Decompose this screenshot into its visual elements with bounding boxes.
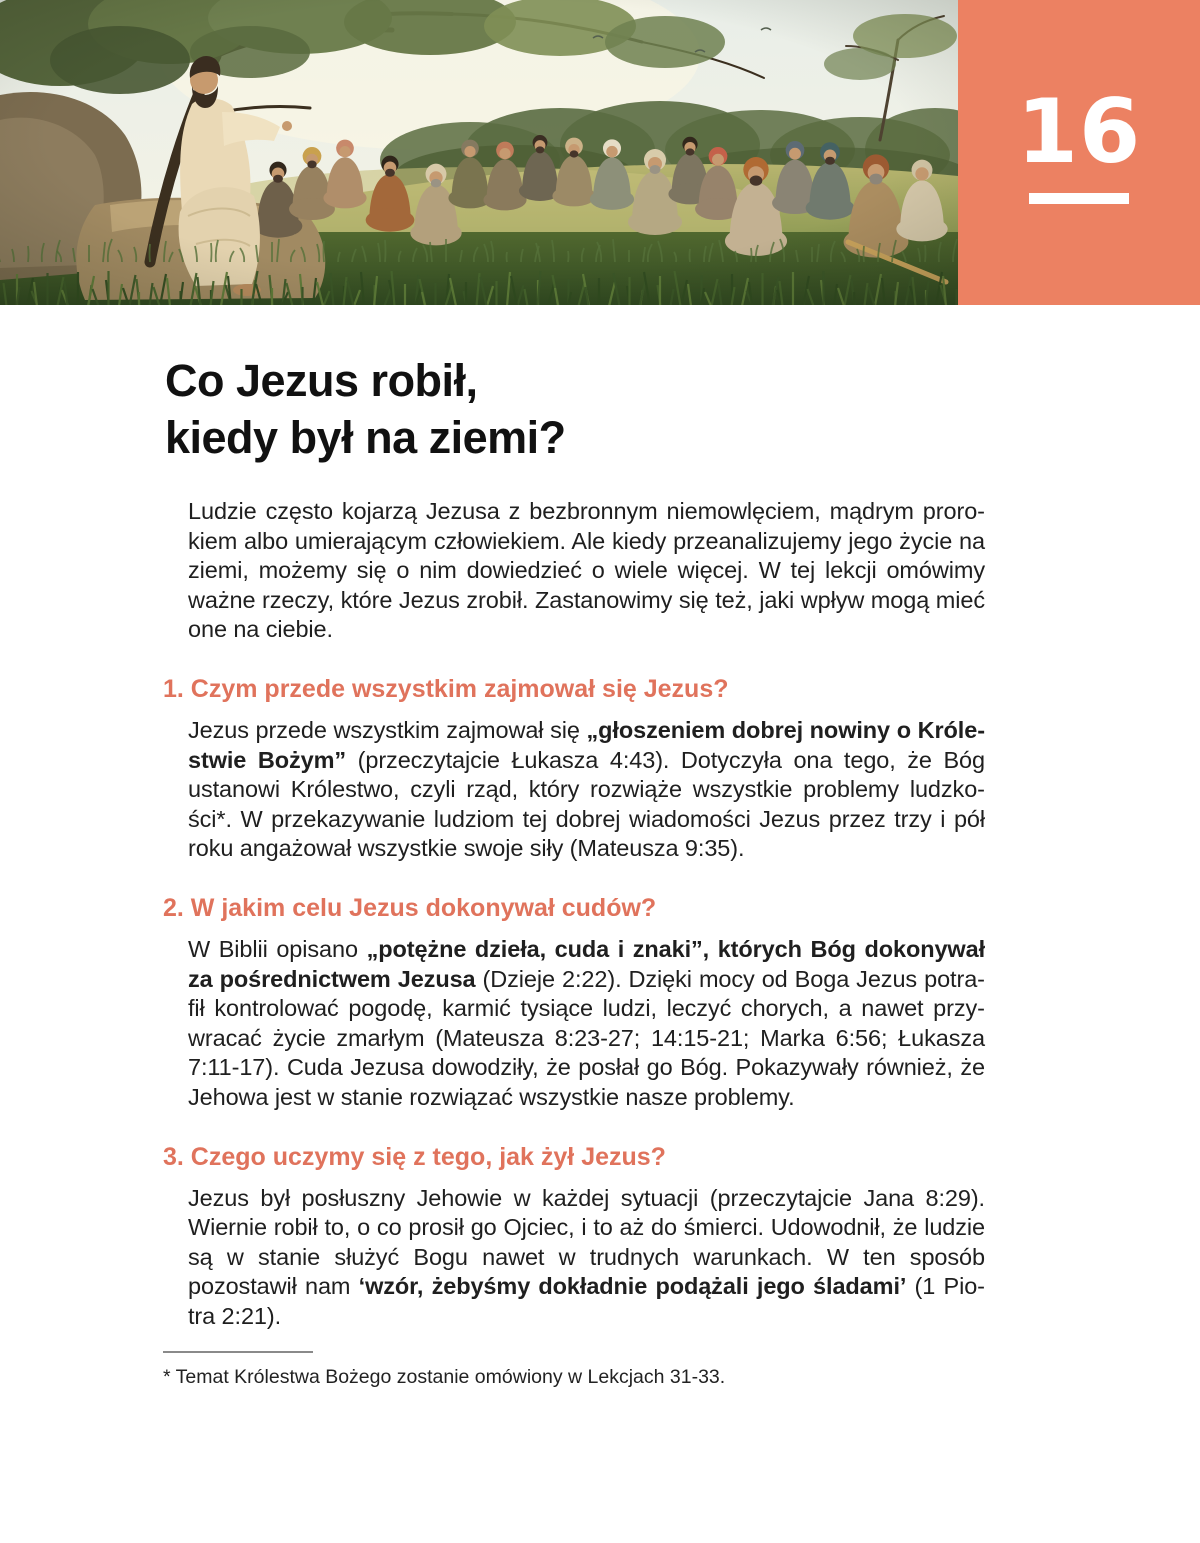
article	[0, 305, 1200, 1389]
sections	[0, 674, 1200, 1332]
bold-quote: „potężne dzieła, cuda i znaki”, których Bóg dokonywał za pośrednictwem Jezusa	[188, 935, 986, 992]
section-heading-1: 1. Czym przede wszystkim zajmował się Jezus?	[163, 674, 729, 703]
section-heading-3: 3. Czego uczymy się z tego, jak żył Jezus?	[163, 1142, 666, 1171]
lesson-photo-illustration	[0, 0, 958, 305]
text-run: (1 Piotra 2:21).	[188, 1273, 985, 1329]
lesson-number-block	[958, 0, 1200, 305]
section-heading-2: 2. W jakim celu Jezus dokonywał cudów?	[163, 893, 657, 922]
text-run: Jezus był posłuszny Jehowie w każdej sytuacji (przeczytajcie Jana 8:29). Wiernie robił to, o co prosił go Ojciec, i to aż do śmierci. Udowodnił, że ludzie są w stanie służyć Bogu nawet w trudnych warunkach. W ten sposób pozostawił nam	[188, 1184, 985, 1300]
page-title-line-1: Co Jezus robił,	[165, 355, 478, 406]
bold-quote: ‘wzór, żebyśmy dokładnie podążali jego śladami’	[358, 1273, 907, 1300]
page-title	[165, 352, 1200, 466]
section-paragraph-2	[188, 935, 985, 1113]
text-run: W Biblii opisano	[188, 935, 367, 962]
lesson-number: 16	[1016, 80, 1142, 183]
footnote-rule	[163, 1351, 313, 1353]
photo-vignette	[0, 0, 958, 305]
footnote-text: * Temat Królestwa Bożego zostanie omówiony w Lekcjach 31-33.	[163, 1366, 726, 1389]
page-banner	[0, 0, 1200, 305]
text-run: (Dzieje 2:22). Dzięki mocy od Boga Jezus potrafił kontrolować pogodę, karmić tysiące ludzi, leczyć chorych, a nawet przywracać życie zmarłym (Mateusza 8:23-27; 14:15-21; Marka 6:56; Łukasza 7:11-17). Cuda Jezusa dowodziły, że posłał go Bóg. Pokazywały również, że Jehowa jest w stanie rozwiązać wszystkie nasze problemy.	[188, 965, 985, 1110]
section-paragraph-3	[188, 1184, 985, 1332]
text-run: Ludzie często kojarzą Jezusa z bezbronnym niemowlęciem, mądrym prorokiem albo umierającym człowiekiem. Ale kiedy przeanalizujemy jego życie na ziemi, możemy się o nim dowiedzieć o wiele więcej. W tej lekcji omówimy ważne rzeczy, które Jezus zrobił. Zastanowimy się też, jaki wpływ mogą mieć one na ciebie.	[188, 498, 985, 643]
bold-quote: „głoszeniem dobrej nowiny o Królestwie Bożym”	[188, 716, 986, 773]
text-run: Jezus przede wszystkim zajmował się	[188, 716, 587, 743]
lesson-number-rule	[1029, 193, 1129, 204]
page-title-line-2: kiedy był na ziemi?	[165, 412, 566, 463]
text-run: (przeczytajcie Łukasza 4:43). Dotyczyła ona tego, że Bóg ustanowi Królestwo, czyli rząd, który rozwiąże wszystkie problemy ludzkości*. W przekazywanie ludziom tej dobrej wiadomości Jezus przez trzy i pół roku angażował wszystkie swoje siły (Mateusza 9:35).	[188, 746, 985, 862]
footnote-area	[163, 1351, 1200, 1389]
intro-paragraph	[188, 497, 985, 645]
section-paragraph-1	[188, 716, 985, 864]
lesson-photo	[0, 0, 958, 305]
